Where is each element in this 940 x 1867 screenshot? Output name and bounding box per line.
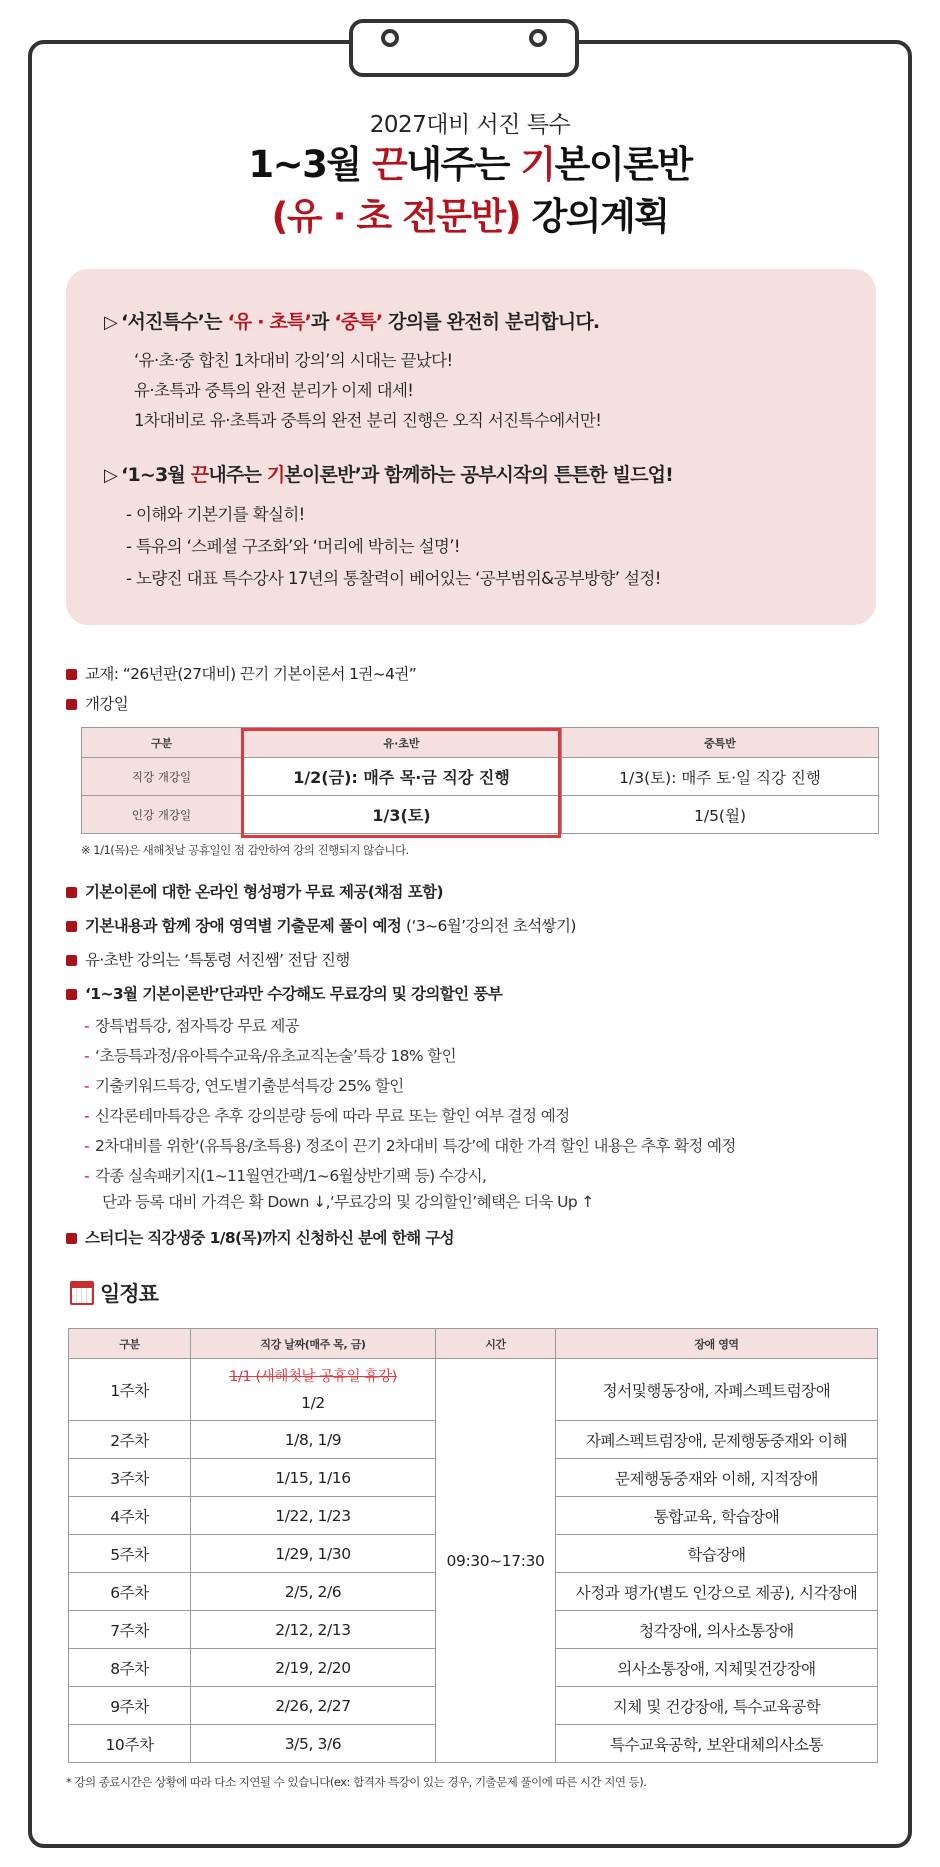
bullet-item: ‘1~3월 기본이론반’단과만 수강해도 무료강의 및 강의할인 풍부 [66, 982, 502, 1004]
table-cell-label: 인강 개강일 [82, 796, 242, 834]
area-cell: 통합교육, 학습장애 [556, 1497, 878, 1535]
sub-item: - 기출키워드특강, 연도별기출분석특강 25% 할인 [84, 1077, 404, 1095]
textbook-line: 교재: “26년판(27대비) 끈기 기본이론서 1권~4권” [66, 662, 416, 684]
table-cell: 1/5(월) [562, 796, 879, 834]
calendar-icon [70, 1281, 94, 1305]
area-cell: 사정과 평가(별도 인강으로 제공), 시각장애 [556, 1573, 878, 1611]
table-header-cell: 장애 영역 [556, 1329, 878, 1359]
holiday-note: ※ 1/1(목)은 새해첫날 공휴일인 점 감안하여 강의 진행되지 않습니다. [81, 843, 409, 857]
schedule-title: 일정표 [70, 1278, 158, 1308]
clip-hole-left [381, 29, 399, 47]
clip-hole-right [529, 29, 547, 47]
highlight-box [241, 728, 561, 838]
date-cell: 1/8, 1/9 [191, 1421, 436, 1459]
week-cell: 10주차 [69, 1725, 191, 1763]
week-cell: 3주차 [69, 1459, 191, 1497]
clipboard-clip [349, 19, 579, 77]
area-cell: 학습장애 [556, 1535, 878, 1573]
area-cell: 정서및행동장애, 자폐스펙트럼장애 [556, 1359, 878, 1421]
triangle-icon: ▷ [104, 312, 118, 333]
intro-lines [134, 346, 876, 436]
table-header-cell: 직강 날짜(매주 목, 금) [191, 1329, 436, 1359]
area-cell: 청각장애, 의사소통장애 [556, 1611, 878, 1649]
table-header-cell: 구분 [82, 728, 242, 758]
week-cell: 1주차 [69, 1359, 191, 1421]
week-cell: 9주차 [69, 1687, 191, 1725]
week-cell: 6주차 [69, 1573, 191, 1611]
intro-line: ‘유·초·중 합친 1차대비 강의’의 시대는 끝났다! [134, 351, 453, 370]
bullet-item: 기본이론에 대한 온라인 형성평가 무료 제공(채점 포함) [66, 880, 443, 902]
bullet-item: 기본내용과 함께 장애 영역별 기출문제 풀이 예정 (‘3~6월’강의전 초석쌓기) [66, 914, 576, 936]
area-cell: 의사소통장애, 지체및건강장애 [556, 1649, 878, 1687]
intro-dash-list [126, 499, 876, 595]
date-cell: 1/22, 1/23 [191, 1497, 436, 1535]
date-cell: 1/29, 1/30 [191, 1535, 436, 1573]
week-cell: 2주차 [69, 1421, 191, 1459]
week-cell: 8주차 [69, 1649, 191, 1687]
schedule-table [68, 1328, 878, 1763]
page-title-line1: 1~3월 끈내주는 기본이론반 [248, 143, 692, 186]
sub-item-continued: 단과 등록 대비 가격은 확 Down ↓,‘무료강의 및 강의할인’혜택은 더욱 Up ↑ [102, 1193, 594, 1211]
footer-note: * 강의 종료시간은 상황에 따라 다소 지연될 수 있습니다(ex: 합격자 특강이 있는 경우, 기출문제 풀이에 따른 시간 지연 등). [66, 1775, 647, 1789]
table-header-cell: 시간 [436, 1329, 556, 1359]
intro-dash-item: - 노량진 대표 특수강사 17년의 통찰력이 베어있는 ‘공부범위&공부방향’ 설정! [126, 569, 661, 588]
bullet-item: 유·초반 강의는 ‘특통령 서진쌤’ 전담 진행 [66, 948, 350, 970]
area-cell: 문제행동중재와 이해, 지적장애 [556, 1459, 878, 1497]
table-cell: 1/2(금): 매주 목·금 직강 진행 [242, 758, 562, 796]
cancelled-date: 1/1 (새해첫날 공휴일 휴강) [229, 1368, 397, 1385]
sub-item: - 2차대비를 위한‘(유특용/초특용) 정조이 끈기 2차대비 특강’에 대한 가격 할인 내용은 추후 확정 예정 [84, 1137, 736, 1155]
table-cell: 1/3(토): 매주 토·일 직강 진행 [562, 758, 879, 796]
page-subtitle: 2027대비 서진 특수 [369, 112, 571, 138]
sub-item: - ‘초등특과정/유아특수교육/유초교직논술’특강 18% 할인 [84, 1047, 457, 1065]
triangle-icon: ▷ [104, 465, 118, 486]
time-cell: 09:30~17:30 [436, 1359, 556, 1763]
area-cell: 자폐스펙트럼장애, 문제행동중재와 이해 [556, 1421, 878, 1459]
table-header-cell: 구분 [69, 1329, 191, 1359]
date-cell: 1/15, 1/16 [191, 1459, 436, 1497]
table-header-cell: 중특반 [562, 728, 879, 758]
intro-heading-1: ▷ ‘서진특수’는 ‘유 · 초특’과 ‘중특’ 강의를 완전히 분리합니다. [104, 311, 600, 333]
intro-line: 유·초특과 중특의 완전 분리가 이제 대세! [134, 381, 414, 400]
intro-heading-2: ▷ ‘1~3월 끈내주는 기본이론반’과 함께하는 공부시작의 튼튼한 빌드업! [104, 464, 674, 486]
date-cell: 3/5, 3/6 [191, 1725, 436, 1763]
table-cell: 1/3(토) [242, 796, 562, 834]
intro-line: 1차대비로 유·초특과 중특의 완전 분리 진행은 오직 서진특수에서만! [134, 411, 602, 430]
table-header-row [69, 1329, 878, 1359]
intro-dash-item: - 이해와 기본기를 확실히! [126, 505, 305, 524]
date-cell: 2/26, 2/27 [191, 1687, 436, 1725]
week-cell: 7주차 [69, 1611, 191, 1649]
date-cell: 2/12, 2/13 [191, 1611, 436, 1649]
sub-item: - 신각론테마특강은 추후 강의분량 등에 따라 무료 또는 할인 여부 결정 예정 [84, 1107, 570, 1125]
table-row [69, 1359, 878, 1421]
date-cell: 2/19, 2/20 [191, 1649, 436, 1687]
area-cell: 지체 및 건강장애, 특수교육공학 [556, 1687, 878, 1725]
study-line: 스터디는 직강생중 1/8(목)까지 신청하신 분에 한해 구성 [66, 1226, 454, 1248]
page-header [28, 106, 912, 243]
area-cell: 특수교육공학, 보완대체의사소통 [556, 1725, 878, 1763]
week-cell: 5주차 [69, 1535, 191, 1573]
sub-item: - 각종 실속패키지(1~11월연간팩/1~6월상반기팩 등) 수강시, [84, 1167, 487, 1185]
week-cell: 4주차 [69, 1497, 191, 1535]
page-title-line2: (유 · 초 전문반) 강의계획 [271, 195, 669, 238]
intro-dash-item: - 특유의 ‘스페셜 구조화’와 ‘머리에 박히는 설명’! [126, 537, 460, 556]
date-cell: 2/5, 2/6 [191, 1573, 436, 1611]
open-date-label: 개강일 [66, 692, 128, 714]
table-cell-label: 직강 개강일 [82, 758, 242, 796]
intro-box [66, 269, 876, 625]
date-cell: 1/1 (새해첫날 공휴일 휴강) 1/2 [191, 1359, 436, 1421]
sub-item: - 장특법특강, 점자특강 무료 제공 [84, 1017, 300, 1035]
table-header-cell: 유·초반 [242, 728, 562, 758]
